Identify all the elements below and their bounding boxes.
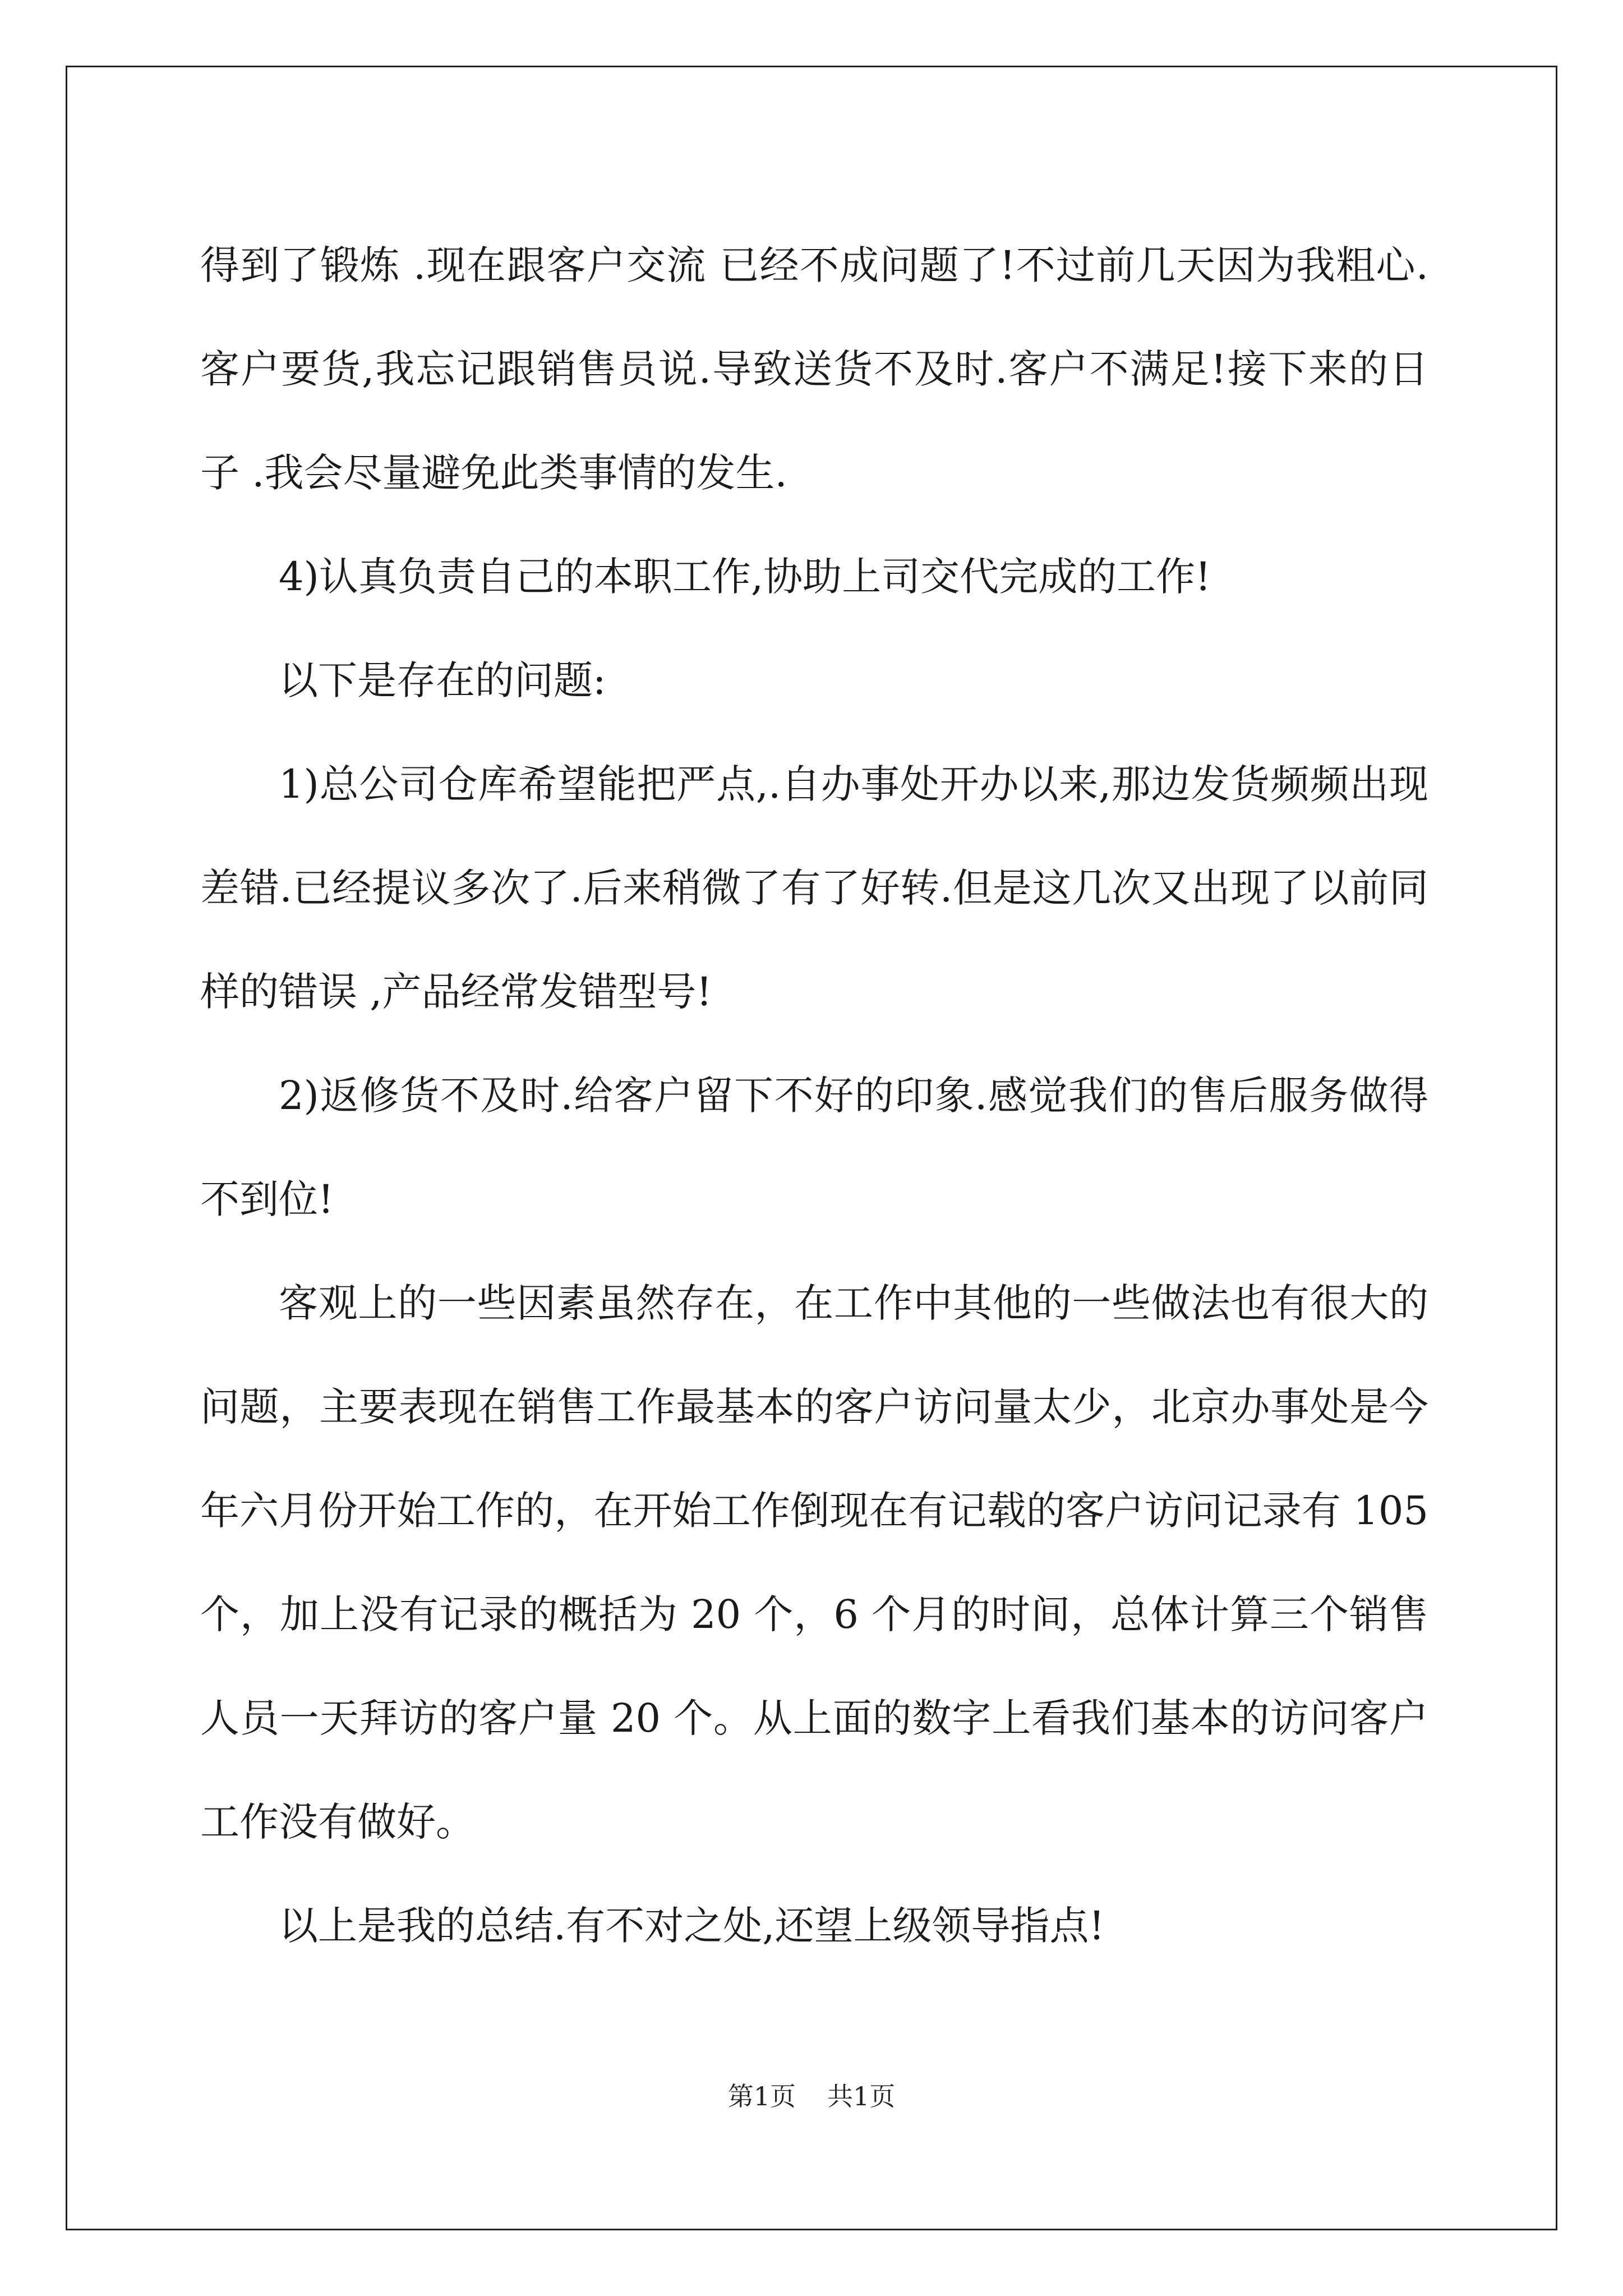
page-footer <box>0 2079 1623 2113</box>
paragraph-4: 1)总公司仓库希望能把严点,.自办事处开办以来,那边发货频频出现差错.已经提议多次了.后来稍微了有了好转.但是这几次又出现了以前同样的错误 ,产品经常发错型号! <box>200 761 1428 1015</box>
page-number-total: 共1页 <box>827 2081 896 2111</box>
page-number-current: 第1页 <box>727 2081 796 2111</box>
paragraph-3: 以下是存在的问题: <box>279 657 606 703</box>
document-body <box>200 214 1428 1978</box>
paragraph-5: 2)返修货不及时.给客户留下不好的印象.感觉我们的售后服务做得不到位! <box>200 1073 1428 1222</box>
paragraph-1: 得到了锻炼 .现在跟客户交流 已经不成问题了!不过前几天因为我粗心.客户要货,我忘记跟销售员说.导致送货不及时.客户不满足!接下来的日子 .我会尽量避免此类事情的发生. <box>200 242 1428 496</box>
paragraph-2: 4)认真负责自己的本职工作,协助上司交代完成的工作! <box>279 554 1211 600</box>
paragraph-6: 客观上的一些因素虽然存在，在工作中其他的一些做法也有很大的问题，主要表现在销售工作最基本的客户访问量太少，北京办事处是今年六月份开始工作的，在开始工作倒现在有记载的客户访问记录有 105 个，加上没有记录的概括为 20 个，6 个月的时间，总体计算三个销售人员一天拜访的客户量 20 个。从上面的数字上看我们基本的访问客户工作没有做好。 <box>200 1280 1428 1845</box>
paragraph-7: 以上是我的总结.有不对之处,还望上级领导指点! <box>279 1903 1105 1949</box>
